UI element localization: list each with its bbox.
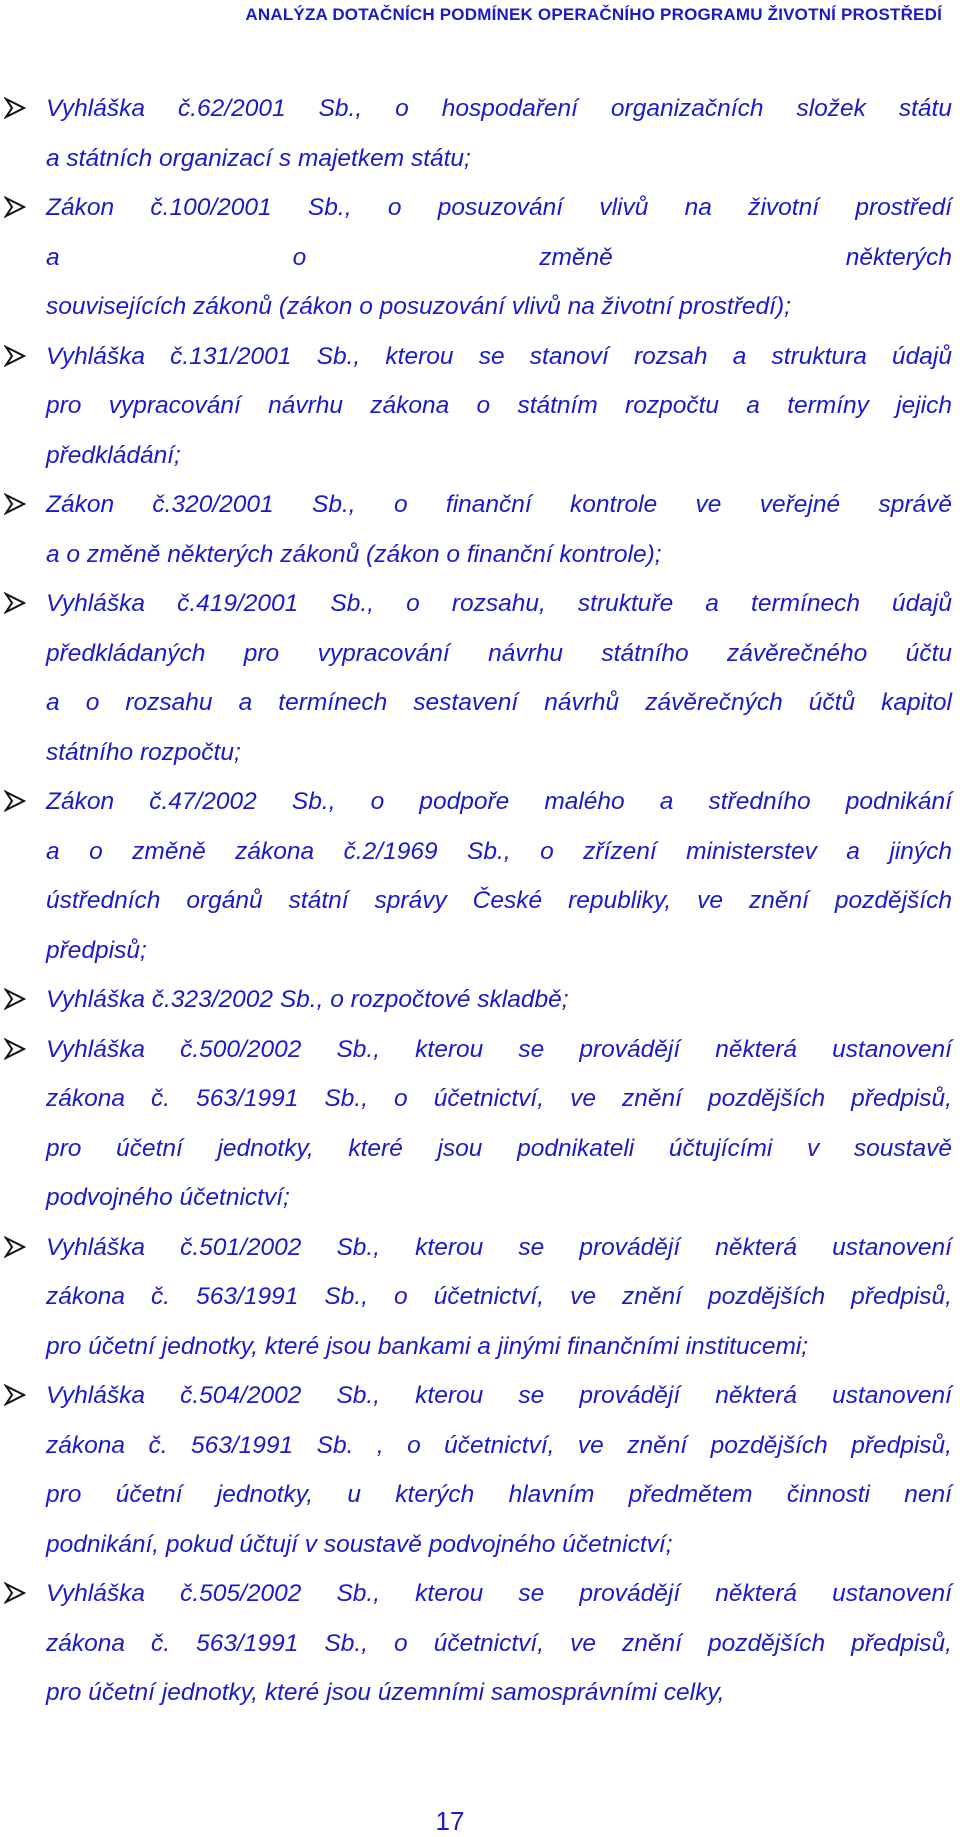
law-description: , o posuzování vlivů na životní prostředí bbox=[344, 194, 953, 221]
law-reference: Vyhláška č.323/2002 Sb. bbox=[46, 986, 317, 1013]
arrowhead-bullet-icon bbox=[4, 975, 28, 1025]
list-item-line bbox=[46, 827, 952, 877]
law-reference: Zákon č.100/2001 Sb. bbox=[46, 194, 345, 221]
law-reference: zákona č. 563/1991 Sb. bbox=[46, 1085, 362, 1112]
list-item-line bbox=[46, 1025, 952, 1075]
law-reference: zákona č. 563/1991 Sb. bbox=[46, 1283, 362, 1310]
law-description: podvojného účetnictví; bbox=[46, 1184, 290, 1211]
law-description: pro účetní jednotky, které jsou bankami a jinými finančními institucemi; bbox=[46, 1332, 809, 1360]
law-description: státního rozpočtu; bbox=[46, 738, 241, 766]
arrowhead-bullet-icon bbox=[4, 84, 28, 134]
arrowhead-bullet-icon bbox=[4, 1371, 28, 1421]
document-body bbox=[0, 84, 960, 1718]
list-item-line bbox=[46, 1074, 952, 1124]
law-reference: Vyhláška č.505/2002 Sb. bbox=[46, 1580, 374, 1607]
law-description: pro vypracování návrhu zákona o státním rozpočtu a termíny jejich bbox=[46, 392, 952, 419]
list-item-line bbox=[46, 530, 952, 580]
law-reference: Vyhláška č.501/2002 Sb. bbox=[46, 1233, 374, 1261]
arrowhead-bullet-icon bbox=[4, 777, 28, 827]
law-description: , kterou se stanoví rozsah a struktura údajů bbox=[353, 342, 952, 370]
list-item-line bbox=[46, 1619, 952, 1669]
list-item-line bbox=[46, 579, 952, 629]
law-description: , o účetnictví, ve znění pozdějších předpisů, bbox=[361, 1283, 952, 1310]
law-description: předkládání; bbox=[46, 441, 181, 469]
law-description: , o zřízení ministerstev a jiných bbox=[503, 837, 953, 865]
law-reference: zákona č. 563/1991 Sb. bbox=[46, 1431, 354, 1459]
list-item-line bbox=[46, 233, 952, 283]
law-reference: a o změně zákona č.2/1969 Sb. bbox=[46, 837, 504, 865]
list-item bbox=[0, 1223, 960, 1372]
list-item bbox=[0, 579, 960, 777]
law-description: , o účetnictví, ve znění pozdějších předpisů, bbox=[361, 1085, 952, 1112]
law-description: , o rozsahu, struktuře a termínech údajů bbox=[367, 590, 952, 617]
law-description: ústředních orgánů státní správy České republiky, ve znění pozdějších bbox=[46, 887, 952, 914]
arrowhead-bullet-icon bbox=[4, 332, 28, 382]
list-item-line bbox=[46, 1421, 952, 1471]
list-item-line bbox=[46, 1272, 952, 1322]
law-reference: zákona č. 563/1991 Sb. bbox=[46, 1629, 362, 1657]
law-description: a státních organizací s majetkem státu; bbox=[46, 144, 471, 172]
list-item bbox=[0, 183, 960, 332]
law-description: a o rozsahu a termínech sestavení návrhů závěrečných účtů kapitol bbox=[46, 689, 952, 716]
list-item bbox=[0, 975, 960, 1025]
list-item-line bbox=[46, 678, 952, 728]
list-item-line bbox=[46, 926, 952, 976]
arrowhead-bullet-icon bbox=[4, 480, 28, 530]
list-item-line bbox=[46, 1668, 952, 1718]
list-item bbox=[0, 1371, 960, 1569]
law-reference: Vyhláška č.419/2001 Sb. bbox=[46, 590, 368, 617]
list-item-line bbox=[46, 282, 952, 332]
law-description: , o účetnictví, ve znění pozdějších předpisů, bbox=[353, 1431, 952, 1459]
list-item-line bbox=[46, 975, 952, 1025]
list-item-line bbox=[46, 777, 952, 827]
list-item-line bbox=[46, 1520, 952, 1570]
law-description: předpisů; bbox=[46, 936, 147, 964]
list-item bbox=[0, 84, 960, 183]
page-number: 17 bbox=[435, 1806, 465, 1836]
law-description: podnikání, pokud účtují v soustavě podvojného účetnictví; bbox=[46, 1530, 673, 1558]
arrowhead-bullet-icon bbox=[4, 183, 28, 233]
law-description: a o změně některých bbox=[46, 243, 952, 271]
list-item bbox=[0, 1025, 960, 1223]
list-item-line bbox=[46, 431, 952, 481]
list-item-line bbox=[46, 629, 952, 679]
list-item-line bbox=[46, 1322, 952, 1372]
law-description: , o finanční kontrole ve veřejné správě bbox=[348, 491, 952, 518]
list-item-line bbox=[46, 480, 952, 530]
law-description: , kterou se provádějí některá ustanovení bbox=[373, 1035, 952, 1063]
law-reference: Vyhláška č.500/2002 Sb. bbox=[46, 1035, 374, 1063]
law-reference: Vyhláška č.504/2002 Sb. bbox=[46, 1382, 374, 1409]
law-reference: Zákon č.47/2002 Sb. bbox=[46, 788, 329, 815]
law-description: , kterou se provádějí některá ustanovení bbox=[373, 1580, 952, 1607]
law-description: pro účetní jednotky, které jsou podnikateli účtujícími v soustavě bbox=[46, 1134, 952, 1162]
list-item-line bbox=[46, 1173, 952, 1223]
list-item bbox=[0, 332, 960, 481]
list-item bbox=[0, 777, 960, 975]
law-description: , o rozpočtové skladbě; bbox=[316, 986, 569, 1013]
arrowhead-bullet-icon bbox=[4, 1569, 28, 1619]
law-description: předkládaných pro vypracování návrhu státního závěrečného účtu bbox=[46, 639, 952, 667]
list-item-line bbox=[46, 381, 952, 431]
list-item bbox=[0, 1569, 960, 1718]
list-item-line bbox=[46, 84, 952, 134]
law-description: souvisejících zákonů (zákon o posuzování vlivů na životní prostředí); bbox=[46, 293, 791, 320]
law-description: , o hospodaření organizačních složek státu bbox=[355, 95, 952, 122]
law-reference: Vyhláška č.62/2001 Sb. bbox=[46, 95, 356, 122]
list-item-line bbox=[46, 1470, 952, 1520]
law-reference: Vyhláška č.131/2001 Sb. bbox=[46, 342, 354, 370]
list-item-line bbox=[46, 1223, 952, 1273]
law-description: , kterou se provádějí některá ustanovení bbox=[373, 1382, 952, 1409]
law-description: pro účetní jednotky, které jsou územními samosprávními celky, bbox=[46, 1679, 725, 1706]
list-item-line bbox=[46, 1371, 952, 1421]
list-item-line bbox=[46, 134, 952, 184]
list-item-line bbox=[46, 1124, 952, 1174]
list-item-line bbox=[46, 876, 952, 926]
law-description: , o účetnictví, ve znění pozdějších předpisů, bbox=[361, 1629, 952, 1657]
list-item-line bbox=[46, 728, 952, 778]
page-header-title: ANALÝZA DOTAČNÍCH PODMÍNEK OPERAČNÍHO PROGRAMU ŽIVOTNÍ PROSTŘEDÍ bbox=[245, 5, 942, 24]
law-description: a o změně některých zákonů (zákon o finanční kontrole); bbox=[46, 540, 662, 568]
law-description: pro účetní jednotky, u kterých hlavním předmětem činnosti není bbox=[46, 1481, 952, 1508]
arrowhead-bullet-icon bbox=[4, 1025, 28, 1075]
list-item bbox=[0, 480, 960, 579]
list-item-line bbox=[46, 332, 952, 382]
law-description: , o podpoře malého a středního podnikání bbox=[328, 788, 952, 815]
law-description: , kterou se provádějí některá ustanovení bbox=[373, 1233, 952, 1261]
list-item-line bbox=[46, 1569, 952, 1619]
law-reference: Zákon č.320/2001 Sb. bbox=[46, 491, 349, 518]
list-item-line bbox=[46, 183, 952, 233]
arrowhead-bullet-icon bbox=[4, 1223, 28, 1273]
arrowhead-bullet-icon bbox=[4, 579, 28, 629]
